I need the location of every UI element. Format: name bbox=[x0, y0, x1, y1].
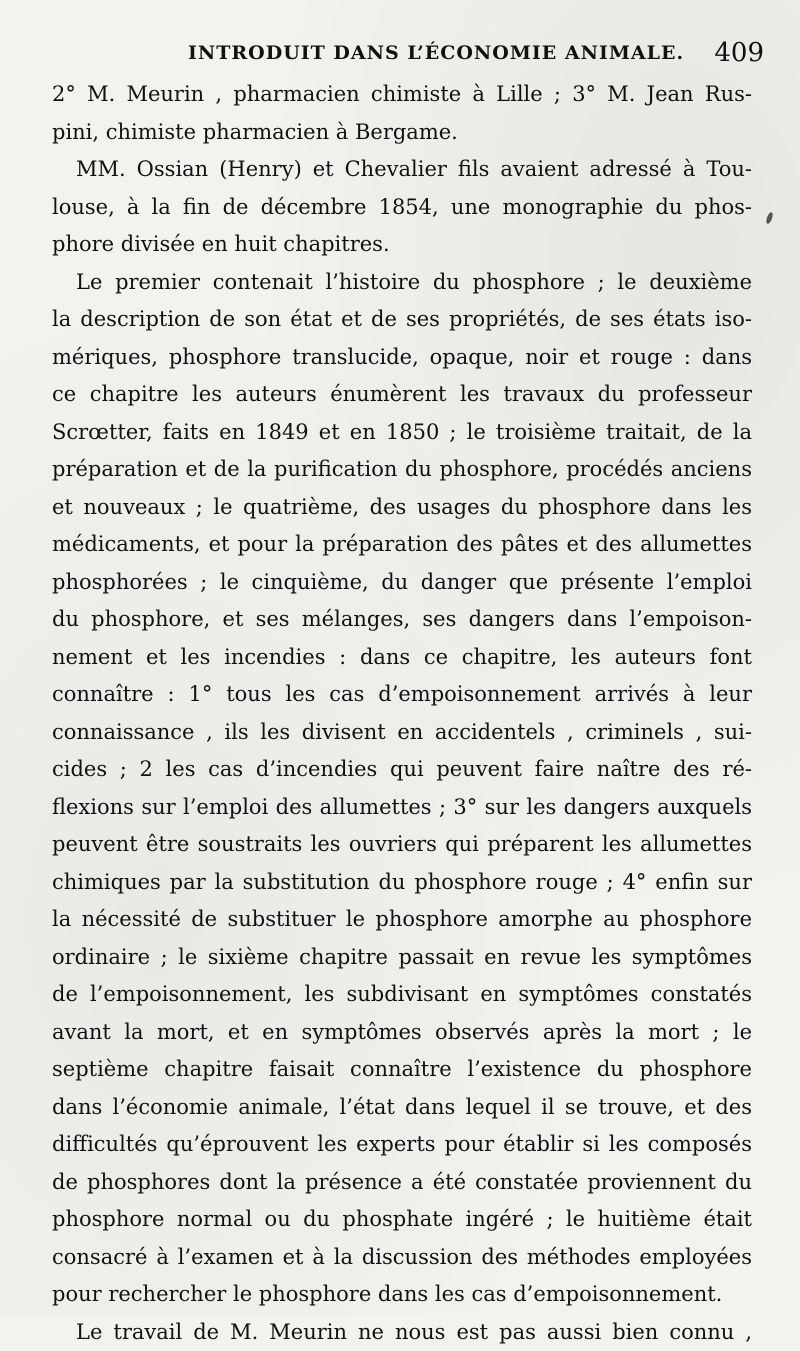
text-line: préparation et de la purification du phosphore, procédés anciens bbox=[52, 451, 752, 489]
text-line: connaître : 1° tous les cas d’empoisonnement arrivés à leur bbox=[52, 676, 752, 714]
text-line: phore divisée en huit chapitres. bbox=[52, 226, 752, 264]
paragraph-start-line: Le premier contenait l’histoire du phosphore ; le deuxième bbox=[52, 264, 752, 302]
text-line: chimiques par la substitution du phosphore rouge ; 4° enfin sur bbox=[52, 864, 752, 902]
paragraph-start-line: Le travail de M. Meurin ne nous est pas aussi bien connu , bbox=[52, 1314, 752, 1351]
text-line: ce chapitre les auteurs énumèrent les travaux du professeur bbox=[52, 376, 752, 414]
text-line: 2° M. Meurin , pharmacien chimiste à Lille ; 3° M. Jean Rus- bbox=[52, 76, 752, 114]
body-text bbox=[52, 76, 752, 1351]
page-number: 409 bbox=[714, 38, 764, 68]
running-header bbox=[0, 38, 800, 68]
ink-speck bbox=[765, 212, 774, 225]
text-line: médicaments, et pour la préparation des pâtes et des allumettes bbox=[52, 526, 752, 564]
text-line: la description de son état et de ses propriétés, de ses états iso- bbox=[52, 301, 752, 339]
text-line: pini, chimiste pharmacien à Bergame. bbox=[52, 114, 752, 152]
text-line: cides ; 2 les cas d’incendies qui peuvent faire naître des ré- bbox=[52, 751, 752, 789]
text-line: de phosphores dont la présence a été constatée proviennent du bbox=[52, 1164, 752, 1202]
text-line: septième chapitre faisait connaître l’existence du phosphore bbox=[52, 1051, 752, 1089]
text-line: ordinaire ; le sixième chapitre passait en revue les symptômes bbox=[52, 939, 752, 977]
text-line: du phosphore, et ses mélanges, ses dangers dans l’empoison- bbox=[52, 601, 752, 639]
text-line: et nouveaux ; le quatrième, des usages du phosphore dans les bbox=[52, 489, 752, 527]
text-line: dans l’économie animale, l’état dans lequel il se trouve, et des bbox=[52, 1089, 752, 1127]
text-line: pour rechercher le phosphore dans les cas d’empoisonnement. bbox=[52, 1276, 752, 1314]
running-title: INTRODUIT DANS L’ÉCONOMIE ANIMALE. bbox=[188, 38, 684, 68]
text-line: nement et les incendies : dans ce chapitre, les auteurs font bbox=[52, 639, 752, 677]
text-line: de l’empoisonnement, les subdivisant en symptômes constatés bbox=[52, 976, 752, 1014]
text-line: louse, à la fin de décembre 1854, une monographie du phos- bbox=[52, 189, 752, 227]
text-line: mériques, phosphore translucide, opaque, noir et rouge : dans bbox=[52, 339, 752, 377]
text-line: connaissance , ils les divisent en accidentels , criminels , sui- bbox=[52, 714, 752, 752]
text-line: flexions sur l’emploi des allumettes ; 3° sur les dangers auxquels bbox=[52, 789, 752, 827]
text-line: avant la mort, et en symptômes observés après la mort ; le bbox=[52, 1014, 752, 1052]
text-line: phosphorées ; le cinquième, du danger que présente l’emploi bbox=[52, 564, 752, 602]
paragraph-start-line: MM. Ossian (Henry) et Chevalier fils avaient adressé à Tou- bbox=[52, 151, 752, 189]
text-line: la nécessité de substituer le phosphore amorphe au phosphore bbox=[52, 901, 752, 939]
text-line: phosphore normal ou du phosphate ingéré ; le huitième était bbox=[52, 1201, 752, 1239]
text-line: peuvent être soustraits les ouvriers qui préparent les allumettes bbox=[52, 826, 752, 864]
text-line: consacré à l’examen et à la discussion des méthodes employées bbox=[52, 1239, 752, 1277]
text-line: Scrœtter, faits en 1849 et en 1850 ; le troisième traitait, de la bbox=[52, 414, 752, 452]
text-line: difficultés qu’éprouvent les experts pour établir si les composés bbox=[52, 1126, 752, 1164]
